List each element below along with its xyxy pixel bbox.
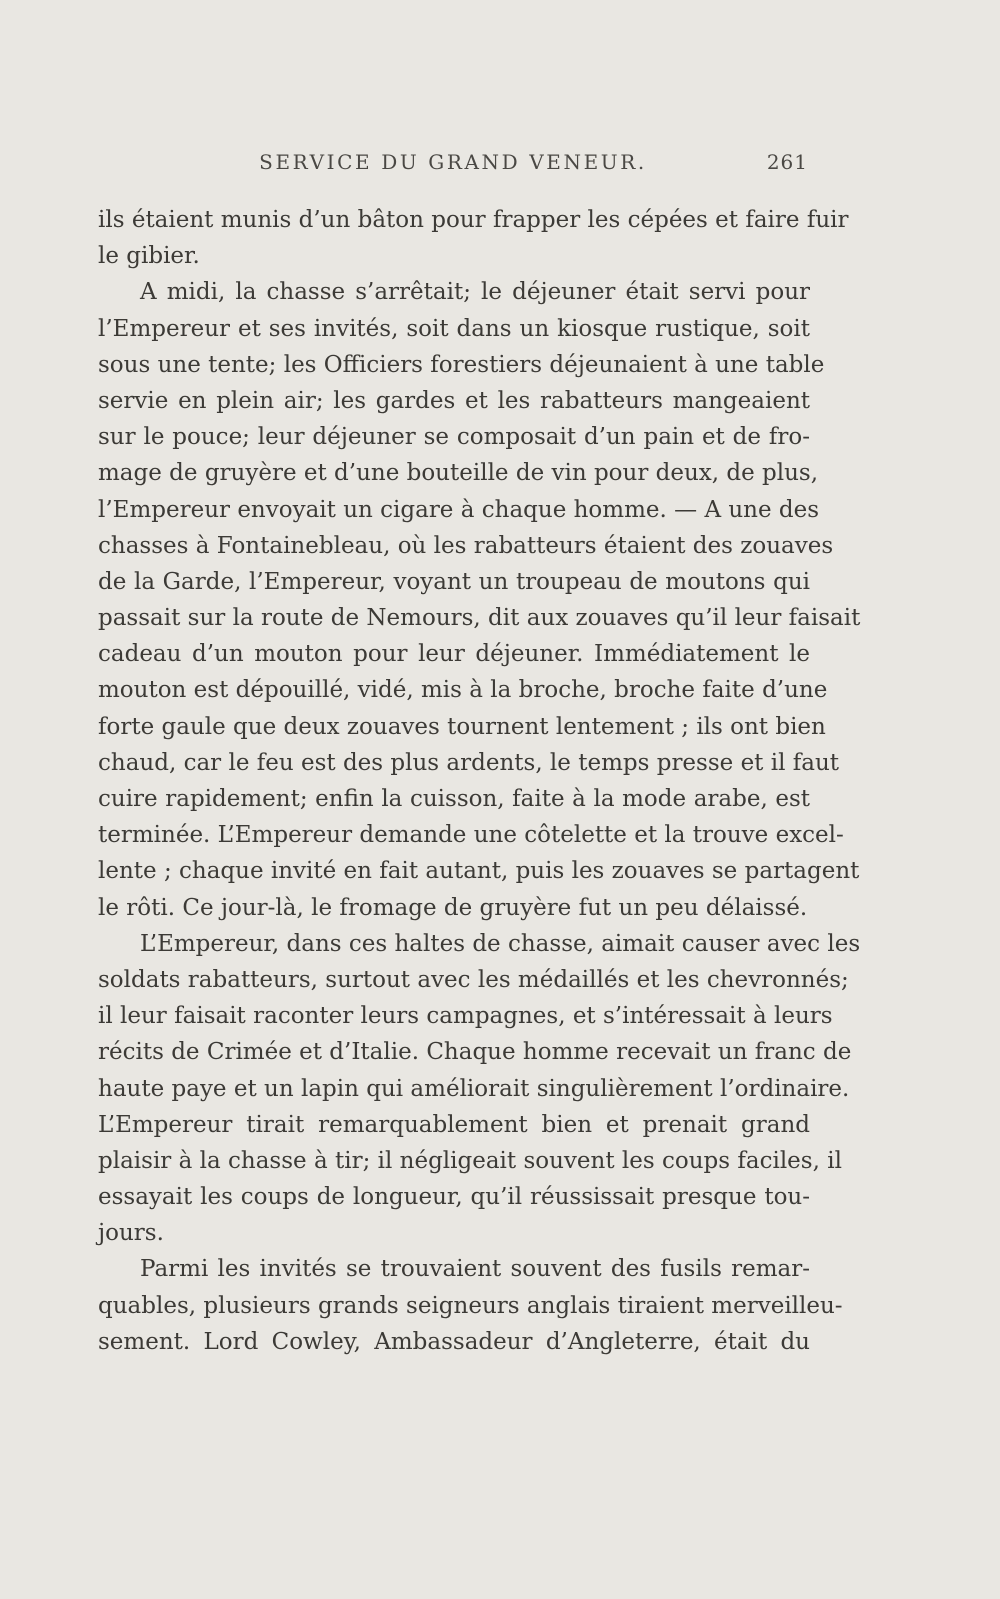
text-line: servie en plein air; les gardes et les rabatteurs mangeaient	[98, 387, 810, 414]
text-line: il leur faisait raconter leurs campagnes, et s’intéressait à leurs	[98, 1003, 833, 1030]
text-line: l’Empereur envoyait un cigare à chaque homme. — A une des	[98, 496, 820, 523]
text-line: passait sur la route de Nemours, dit aux zouaves qu’il leur faisait	[98, 605, 861, 632]
text-line: sur le pouce; leur déjeuner se composait d’un pain et de fro-	[98, 424, 810, 451]
text-line: chasses à Fontainebleau, où les rabatteurs étaient des zouaves	[98, 532, 834, 559]
text-line: essayait les coups de longueur, qu’il réussissait presque tou-	[98, 1184, 810, 1211]
text-line: chaud, car le feu est des plus ardents, le temps presse et il faut	[98, 749, 840, 776]
text-line: cuire rapidement; enfin la cuisson, faite à la mode arabe, est	[98, 786, 810, 812]
text-line: jours.	[98, 1220, 164, 1247]
page-number: 261	[766, 150, 808, 174]
text-line: mage de gruyère et d’une bouteille de vin pour deux, de plus,	[98, 460, 819, 487]
running-title: SERVICE DU GRAND VENEUR.	[259, 150, 647, 174]
running-head	[98, 150, 808, 176]
text-line: L’Empereur tirait remarquablement bien et prenait grand	[98, 1111, 810, 1138]
text-line: l’Empereur et ses invités, soit dans un kiosque rustique, soit	[98, 315, 810, 342]
text-line: ils étaient munis d’un bâton pour frapper les cépées et faire fuir	[98, 207, 849, 233]
text-line: de la Garde, l’Empereur, voyant un troupeau de moutons qui	[98, 568, 810, 595]
text-line: haute paye et un lapin qui améliorait singulièrement l’ordinaire.	[98, 1075, 850, 1102]
text-line: A midi, la chasse s’arrêtait; le déjeuner était servi pour	[140, 279, 810, 306]
text-line: lente ; chaque invité en fait autant, puis les zouaves se partagent	[98, 858, 860, 885]
text-line: cadeau d’un mouton pour leur déjeuner. Immédiatement le	[98, 641, 810, 668]
text-line: quables, plusieurs grands seigneurs anglais tiraient merveilleu-	[98, 1292, 843, 1319]
text-line: terminée. L’Empereur demande une côtelette et la trouve excel-	[98, 822, 844, 849]
text-line: sement. Lord Cowley, Ambassadeur d’Angleterre, était du	[98, 1328, 810, 1355]
text-line: le rôti. Ce jour-là, le fromage de gruyère fut un peu délaissé.	[98, 894, 808, 921]
text-line: le gibier.	[98, 243, 200, 270]
body-text	[98, 202, 861, 1360]
text-line: récits de Crimée et d’Italie. Chaque homme recevait un franc de	[98, 1039, 852, 1066]
text-line: plaisir à la chasse à tir; il négligeait souvent les coups faciles, il	[98, 1147, 842, 1174]
text-line: Parmi les invités se trouvaient souvent des fusils remar-	[140, 1256, 810, 1283]
text-line: mouton est dépouillé, vidé, mis à la broche, broche faite d’une	[98, 677, 828, 704]
text-line: L’Empereur, dans ces haltes de chasse, aimait causer avec les	[140, 930, 861, 957]
text-line: soldats rabatteurs, surtout avec les médaillés et les chevronnés;	[98, 966, 849, 993]
text-line: sous une tente; les Officiers forestiers déjeunaient à une table	[98, 351, 825, 378]
text-line: forte gaule que deux zouaves tournent lentement ; ils ont bien	[98, 713, 826, 740]
